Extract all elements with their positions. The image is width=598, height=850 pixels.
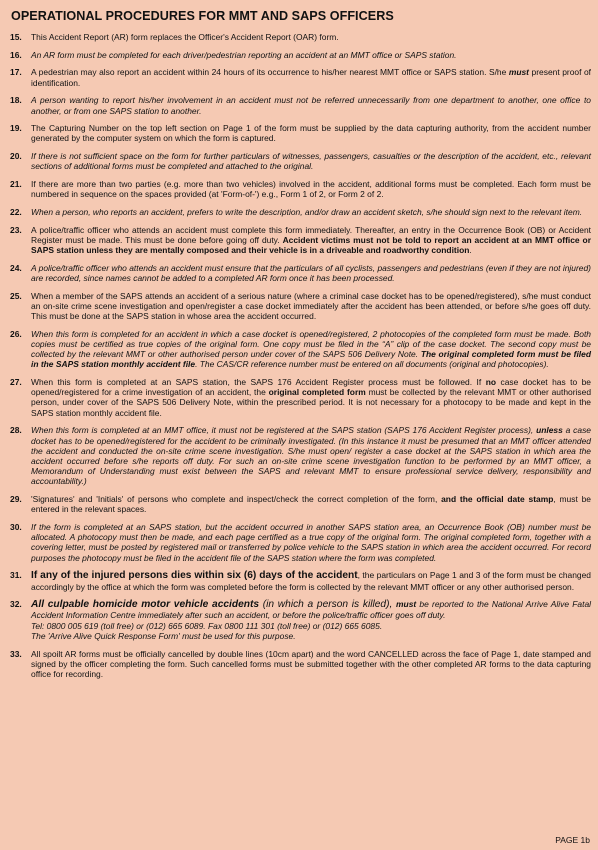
list-item (10, 377, 591, 418)
item-text: This Accident Report (AR) form replaces the Officer's Accident Report (OAR) form. (31, 32, 339, 42)
item-number: 16. (10, 49, 22, 60)
item-number: 33. (10, 648, 22, 659)
list-item (10, 599, 591, 641)
list-item (10, 225, 591, 256)
list-item (10, 263, 591, 283)
list-item (10, 50, 591, 60)
item-text: 'Signatures' and 'Initials' of persons who complete and inspect/check the correct completion of the form, and the official date stamp, must be entered in the relevant spaces. (31, 494, 591, 515)
page-title: OPERATIONAL PROCEDURES FOR MMT AND SAPS OFFICERS (11, 9, 394, 23)
list-item (10, 649, 591, 680)
item-text: When this form is completed at an SAPS station, the SAPS 176 Accident Register process must be followed. If no case docket has to be opened/registered for a crime investigation of an accident, the original completed form must be collected by the relevant MMT or other authorised person, under cover of the SAPS 506 Delivery Note, within the prescribed period. It is not necessary for a photocopy to be made and kept in the SAPS station monthly accident file. (31, 377, 592, 418)
item-number: 15. (10, 32, 22, 42)
list-item (10, 207, 591, 217)
procedures-list (10, 32, 591, 679)
list-item (10, 494, 591, 514)
item-text: When a member of the SAPS attends an accident of a serious nature (where a criminal case docket has to be opened/registered), s/he must conduct an on-site crime scene investigation and open/register a case docket immediately after the accident has been attended, or before s/he goes off duty. This must be done at the SAPS station in whose area the accident occurred. (31, 290, 591, 322)
item-text: If any of the injured persons dies within six (6) days of the accident, the particulars on Page 1 and 3 of the form must be changed accordingly by the office at which the form was completed before the form is collected by the relevant MMT officer or any other authorised person. (31, 570, 591, 592)
item-text: When this form is completed at an MMT office, it must not be registered at the SAPS station (SAPS 176 Accident Register process), unless a case docket has to be opened/registered for the accident to be criminally investigated. (In this instance it must be presumed that an MMT officer attended the accident and conducted the on-site crime scene investigation. S/he must open/ register a case docket at the SAPS station in which area the accident occurred before s/he reports off duty. For such an on-site crime scene investigation function to be performed by an MMT officer, a Memorandum of Understanding must exist between the SAPS and relevant MMT to ensure professional service delivery, responsibility and accountability.) (31, 425, 591, 487)
list-item (10, 570, 591, 591)
list-item (10, 329, 591, 370)
item-number: 20. (10, 151, 22, 162)
list-item (10, 67, 591, 87)
item-number: 19. (10, 123, 22, 134)
item-number: 32. (10, 599, 22, 610)
item-text: The Capturing Number on the top left section on Page 1 of the form must be supplied by the data capturing authority, from the accident number generated by the computer system on which the form is captured. (31, 123, 591, 144)
item-number: 26. (10, 328, 22, 339)
item-number: 17. (10, 67, 22, 78)
item-number: 22. (10, 206, 22, 217)
list-item (10, 522, 591, 563)
item-number: 23. (10, 224, 22, 235)
item-number: 21. (10, 179, 22, 190)
item-text: A police/traffic officer who attends an accident must complete this form immediately. Thereafter, an entry in the Occurrence Book (OB) or Accident Register must be made. This must be done before going off duty. Accident victims must not be told to report an accident at an MMT office or SAPS station unless they are mentally composed and their vehicle is in a driveable and roadworthy condition. (31, 224, 591, 256)
item-text: If there is not sufficient space on the form for further particulars of witnesses, passengers, casualties or the description of the accident, etc., relevant sections of additional forms must be completed and attached to the original. (31, 151, 591, 172)
item-text: If the form is completed at an SAPS station, but the accident occurred in another SAPS station area, an Occurrence Book (OB) number must be allocated. A photocopy must then be made, and each page certified as a true copy of the original form. The original completed form, together with a covering letter, must be posted by registered mail or transferred by police vehicle to the SAPS station in which area the accident occurred. For record purposes the photocopy must be filed in the accident file of the SAPS station where the form was completed. (31, 522, 591, 563)
item-number: 24. (10, 262, 22, 273)
item-text: A police/traffic officer who attends an accident must ensure that the particulars of all cyclists, passengers and pedestrians (even if they are not injured) are recorded, since names cannot be added to a completed AR form once it has been processed. (31, 262, 591, 283)
item-number: 25. (10, 290, 22, 301)
item-number: 29. (10, 494, 22, 505)
item-text: An AR form must be completed for each driver/pedestrian reporting an accident at an MMT office or SAPS station. (31, 49, 457, 60)
item-number: 31. (10, 570, 22, 581)
item-text: When this form is completed for an accident in which a case docket is opened/registered, 2 photocopies of the completed form must be made. Both copies must be certified as true copies of the original form. One copy must be filed in the “A” clip of the case docket. The second copy must be collected by the relevant MMT or other authorised person under cover of the SAPS 506 Delivery Note. The original completed form must be filed in the SAPS station monthly accident file. The CAS/CR reference number must be entered on all documents (original and photocopies). (31, 328, 591, 370)
item-text: A pedestrian may also report an accident within 24 hours of its occurrence to his/her nearest MMT office or SAPS station. S/he must present proof of identification. (31, 67, 591, 88)
page-number: PAGE 1b (555, 835, 590, 845)
item-number: 28. (10, 425, 22, 436)
list-item (10, 425, 591, 486)
list-item (10, 32, 591, 42)
item-text: If there are more than two parties (e.g. more than two vehicles) involved in the accident, additional forms must be completed. Each form must be numbered in sequence on the spaces provided (at 'Form-of-') e.g., Form 1 of 2, or Form 2 of 2. (31, 179, 591, 200)
item-text: All spoilt AR forms must be officially cancelled by double lines (10cm apart) and the word CANCELLED across the face of Page 1, date stamped and signed by the officer completing the form. Such cancelled forms must be submitted together with the other completed AR forms to the data capturing office for recording. (31, 648, 591, 679)
item-number: 30. (10, 522, 22, 533)
list-item (10, 179, 591, 199)
list-item (10, 95, 591, 115)
item-number: 27. (10, 377, 22, 388)
item-text: When a person, who reports an accident, prefers to write the description, and/or draw an accident sketch, s/he should sign next to the relevant item. (31, 206, 583, 217)
list-item (10, 151, 591, 171)
item-text: All culpable homicide motor vehicle accidents (in which a person is killed), must be reported to the National Arrive Alive Fatal Accident Information Centre immediately after such an accident, or before the police/traffic officer goes off duty. Tel: 0800 005 619 (toll free) or (012) 665 6089. Fax 0800 111 301 (toll free) or (012) 665 6085. The 'Arrive Alive Quick Response Form' must be used for this purpose. (31, 599, 592, 641)
list-item (10, 123, 591, 143)
list-item (10, 291, 591, 322)
item-text: A person wanting to report his/her involvement in an accident must not be referred unnecessarily from one department to another, one office to another, or from one SAPS station to another. (31, 95, 591, 116)
item-number: 18. (10, 95, 22, 106)
